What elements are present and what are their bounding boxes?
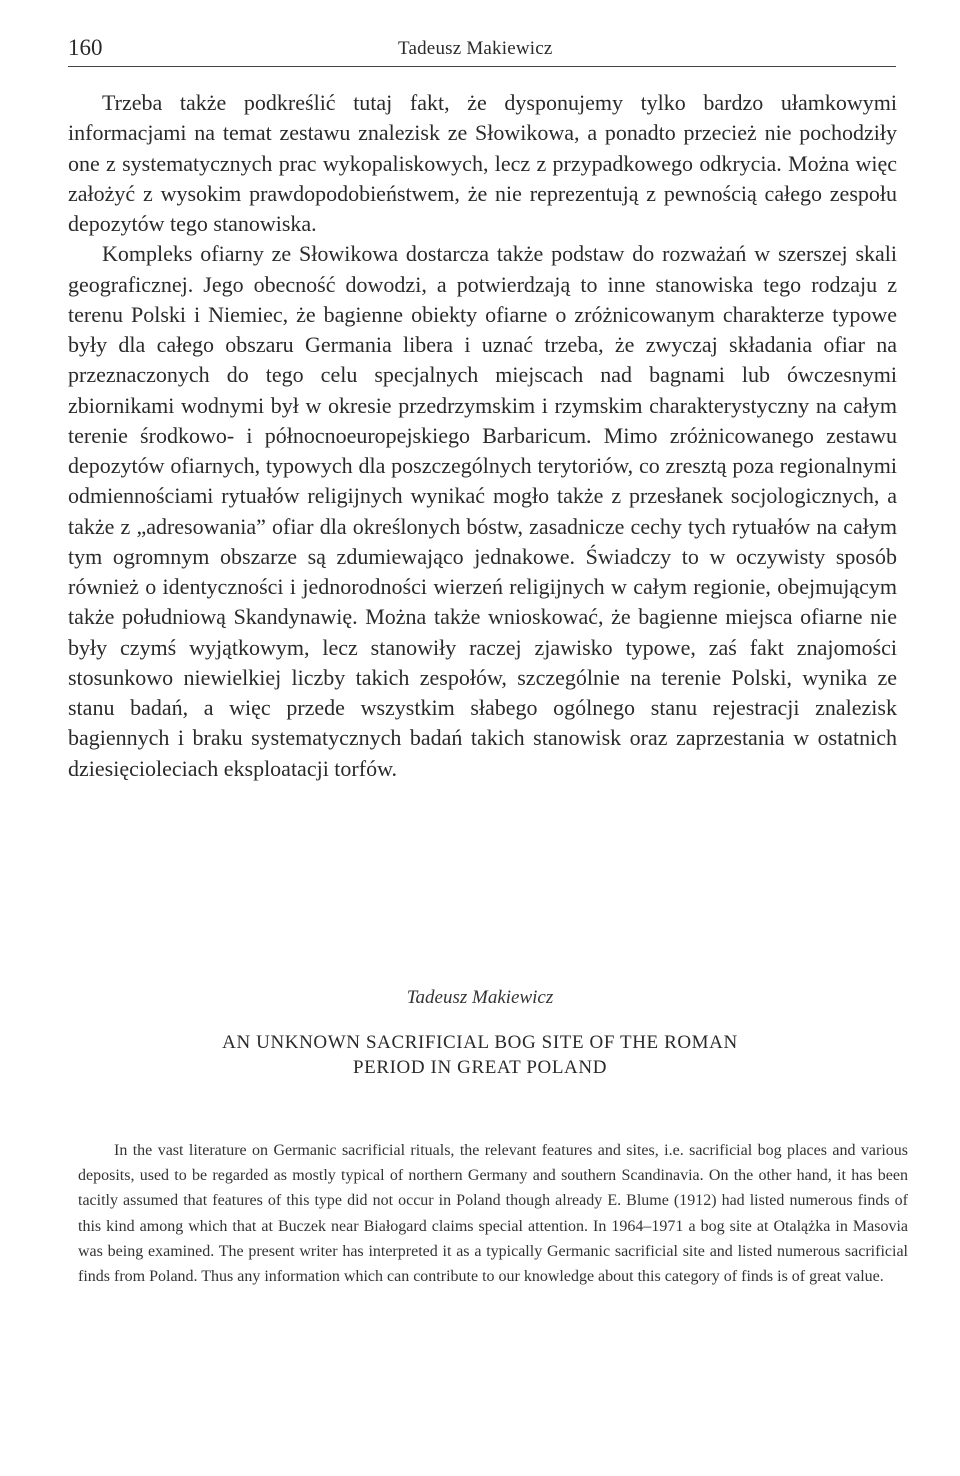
body-paragraph-2: Kompleks ofiarny ze Słowikowa dostarcza także podstaw do rozważań w szerszej skali geograficznej. Jego obecność dowodzi, a potwierdzają to inne stanowiska tego rodzaju z terenu Polski i Niemiec, że bagienne obiekty ofiarne o zróżnicowanym charakterze typowe były dla całego obszaru Germania libera i uznać trzeba, że zwyczaj składania ofiar na przeznaczonych do tego celu specjalnych miejscach nad bagnami lub ówczesnymi zbiornikami wodnymi był w okresie przedrzymskim i rzymskim charakterystyczny na całym terenie środkowo- i północnoeuropejskiego Barbaricum. Mimo zróżnicowanego zestawu depozytów ofiarnych, typowych dla poszczególnych terytoriów, co zresztą poza regionalnymi odmiennościami rytuałów religijnych wynikać mogło także z przesłanek socjologicznych, a także z „adresowania” ofiar dla określonych bóstw, zasadnicze cechy tych rytuałów na całym tym ogromnym obszarze są zdumiewająco jednakowe. Świadczy to w oczywisty sposób również o identyczności i jednorodności wierzeń religijnych w całym regionie, obejmującym także południową Skandynawię. Można także wnioskować, że bagienne miejsca ofiarne nie były czymś wyjątkowym, lecz stanowiły raczej zjawisko typowe, zaś fakt znajomości stosunkowo niewielkiej liczby takich zespołów, szczególnie na terenie Polski, wynika ze stanu badań, a więc przede wszystkim słabego ogólnego stanu rejestracji znalezisk bagiennych i braku systematycznych badań takich stanowisk oraz zaprzestania w ostatnich dziesięcioleciach eksploatacji torfów. [68, 241, 897, 781]
summary-title-line-1: AN UNKNOWN SACRIFICIAL BOG SITE OF THE ROMAN [222, 1032, 738, 1053]
summary-abstract [78, 1138, 908, 1289]
main-body-text [68, 88, 897, 784]
summary-title-line-2: PERIOD IN GREAT POLAND [352, 1057, 608, 1078]
body-paragraph-1: Trzeba także podkreślić tutaj fakt, że dysponujemy tylko bardzo ułamkowymi informacjami na temat zestawu znalezisk ze Słowikowa, a ponadto przecież nie pochodziły one z systematycznych prac wykopaliskowych, lecz z przypadkowego odkrycia. Można więc założyć z wysokim prawdopodobieństwem, że nie reprezentują z pewnością całego zespołu depozytów tego stanowiska. [68, 90, 897, 236]
header-rule [68, 66, 896, 67]
page-number: 160 [68, 35, 103, 60]
summary-paragraph: In the vast literature on Germanic sacrificial rituals, the relevant features and sites, i.e. sacrificial bog places and various deposits, used to be regarded as mostly typical of northern Germany and southern Scandinavia. On the other hand, it has been tacitly assumed that features of this type did not occur in Poland though already E. Blume (1912) had listed numerous finds of this kind among which that at Buczek near Białogard claims special attention. In 1964–1971 a bog site at Otalążka in Masovia was being examined. The present writer has interpreted it as a typically Germanic sacrificial site and listed numerous sacrificial finds from Poland. Thus any information which can contribute to our knowledge about this category of finds is of great value. [78, 1142, 908, 1286]
summary-author: Tadeusz Makiewicz [406, 987, 554, 1008]
summary-title [180, 1030, 780, 1080]
running-header-author: Tadeusz Makiewicz [398, 38, 553, 59]
running-header [68, 34, 894, 62]
